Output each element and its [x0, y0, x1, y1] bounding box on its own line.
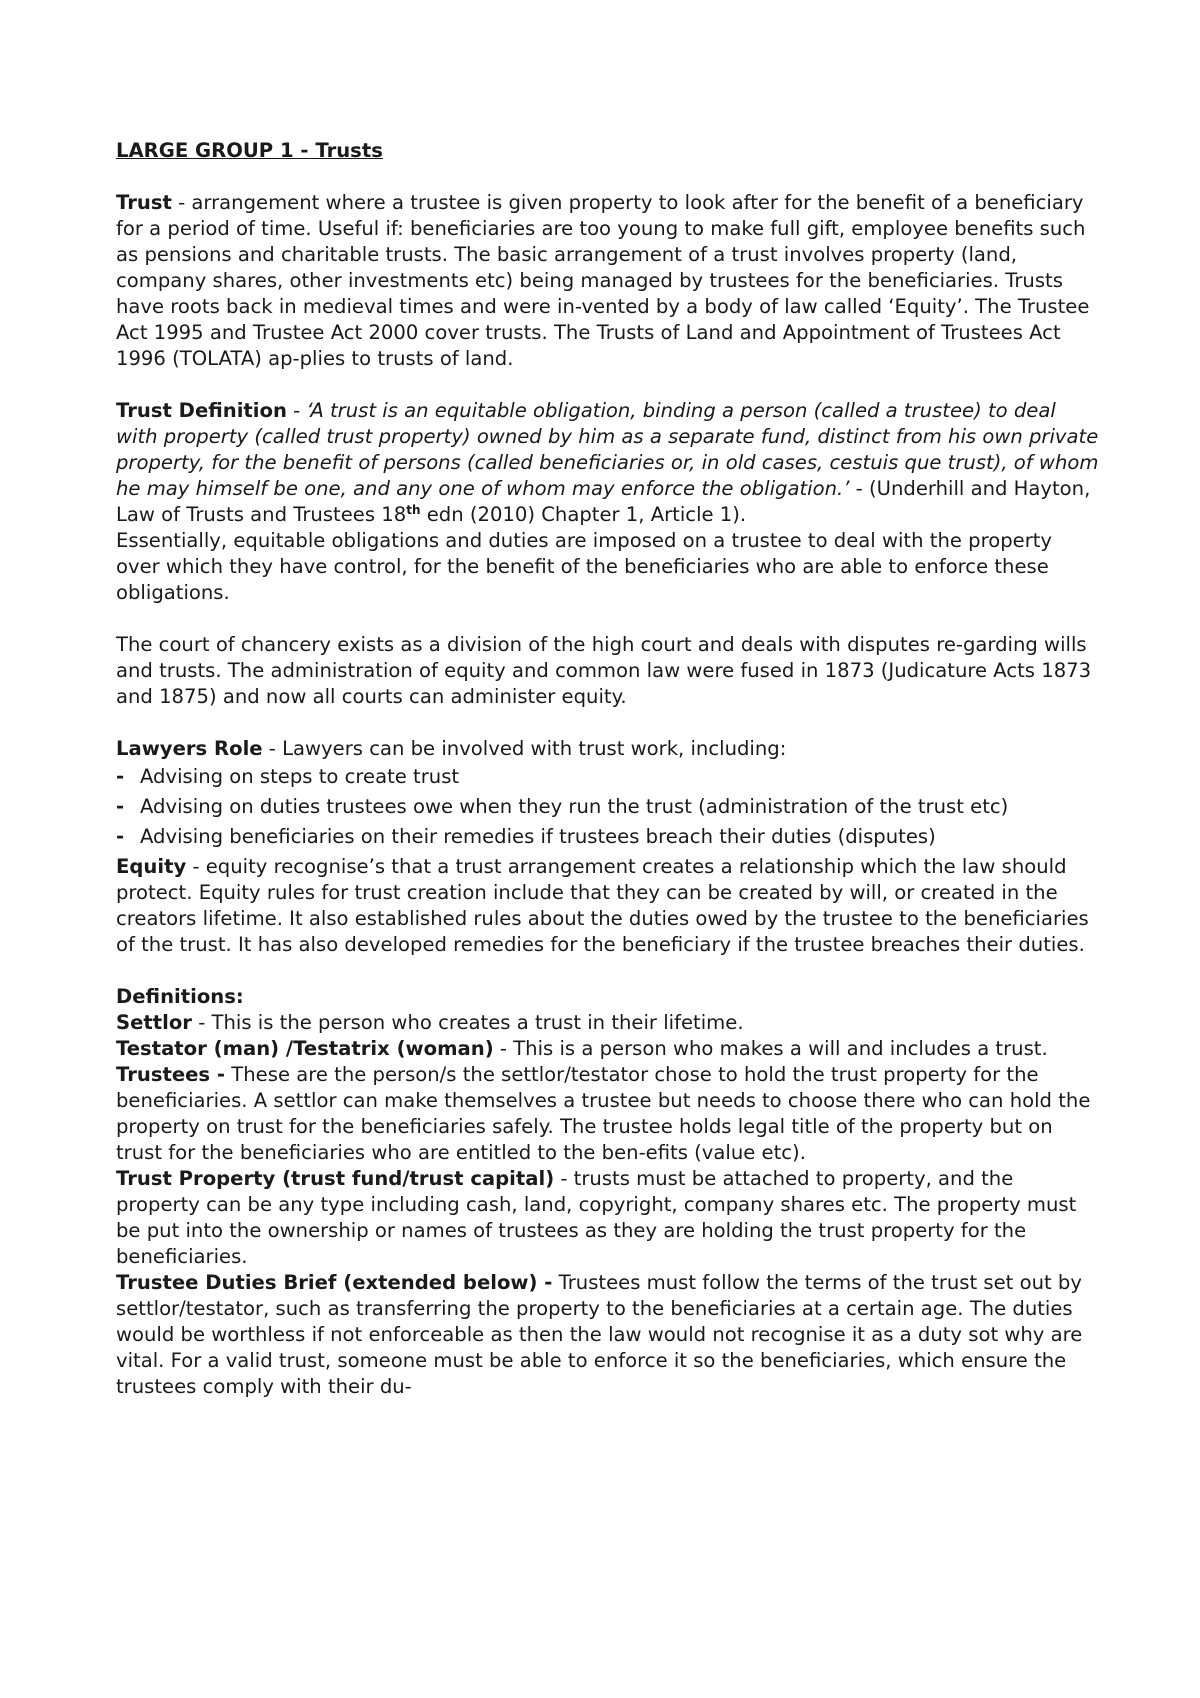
list-item-text: Advising beneficiaries on their remedies if trustees breach their duties (disputes): [140, 825, 936, 848]
trust-definition-citation-a: - (Underhill and Hayton, Law of Trusts and Trustees 18: [116, 477, 1091, 526]
chancery-paragraph: The court of chancery exists as a division of the high court and deals with disputes re-garding wills and trusts. The administration of equity and common law were fused in 1873 (Judicature Acts 1873 and 1875) and now all courts can administer equity.: [116, 633, 1092, 708]
trust-term: Trust: [116, 191, 172, 214]
definition-entry-trustee-duties: [116, 1270, 1101, 1400]
lawyers-role-paragraph: [116, 736, 1101, 762]
definition-term: Trust Property (trust fund/trust capital): [116, 1167, 555, 1190]
definition-term: Testator (man) /Testatrix (woman): [116, 1037, 494, 1060]
trust-definition-paragraph: [116, 398, 1101, 528]
definition-term: Trustee Duties Brief (extended below) -: [116, 1271, 553, 1294]
definition-entry-trustees: [116, 1062, 1101, 1166]
lawyers-role-text: - Lawyers can be involved with trust work, including:: [262, 737, 787, 760]
trust-text: - arrangement where a trustee is given property to look after for the benefit of a beneficiary for a period of time. Useful if: beneficiaries are too young to make full gift, employee benefits such as pensions and charitable trusts. The basic arrangement of a trust involves property (land, company shares, other investments etc) being managed by trustees for the beneficiaries. Trusts have roots back in medieval times and were in-vented by a body of law called ‘Equity’. The Trustee Act 1995 and Trustee Act 2000 cover trusts. The Trusts of Land and Appointment of Trustees Act 1996 (TOLATA) ap-plies to trusts of land.: [116, 191, 1090, 370]
essentially-paragraph: Essentially, equitable obligations and duties are imposed on a trustee to deal with the property over which they have control, for the benefit of the beneficiaries who are able to enforce these obligations.: [116, 529, 1053, 604]
list-item-text: Advising on steps to create trust: [140, 765, 460, 788]
list-item: [116, 794, 1101, 820]
definitions-heading-text: Definitions:: [116, 985, 244, 1008]
document-title-text: LARGE GROUP 1 - Trusts: [116, 139, 383, 162]
definition-text: - This is the person who creates a trust in their lifetime.: [191, 1011, 744, 1034]
definition-text: - trusts must be attached to property, and the property can be any type including cash, land, copyright, company shares etc. The property must be put into the ownership or names of trustees as they are holding the trust property for the beneficiaries.: [116, 1167, 1077, 1268]
dash-bullet: -: [116, 795, 125, 818]
trust-definition-sep: -: [286, 399, 307, 422]
list-item: [116, 764, 1101, 790]
equity-term: Equity: [116, 855, 187, 878]
equity-paragraph: [116, 854, 1101, 958]
lawyers-role-term: Lawyers Role: [116, 737, 263, 760]
definition-term: Trustees -: [116, 1063, 226, 1086]
lawyers-role-list: [116, 764, 1101, 850]
document-title: [116, 138, 1101, 164]
trust-definition-quote: ‘A trust is an equitable obligation, binding a person (called a trustee) to deal with property (called trust property) owned by him as a separate fund, distinct from his own private property, for the benefit of persons (called beneficiaries or, in old cases, cestuis que trust), of whom he may himself be one, and any one of whom may enforce the obligation.’: [116, 399, 1099, 500]
definition-entry-testator: [116, 1036, 1101, 1062]
document-page: [116, 138, 1101, 1400]
definition-text: These are the person/s the settlor/testator chose to hold the trust property for the beneficiaries. A settlor can make themselves a trustee but needs to choose there who can hold the property on trust for the beneficiaries safely. The trustee holds legal title of the property but on trust for the beneficiaries who are entitled to the ben-efits (value etc).: [116, 1063, 1091, 1164]
definition-entry-trust-property: [116, 1166, 1101, 1270]
definition-text: Trustees must follow the terms of the trust set out by settlor/testator, such as transferring the property to the beneficiaries at a certain age. The duties would be worthless if not enforceable as then the law would not recognise it as a duty sot why are vital. For a valid trust, someone must be able to enforce it so the beneficiaries, which ensure the trustees comply with their du-: [116, 1271, 1083, 1398]
trust-definition-citation-sup: th: [406, 503, 421, 517]
definition-term: Settlor: [116, 1011, 192, 1034]
definition-text: - This is a person who makes a will and includes a trust.: [493, 1037, 1048, 1060]
definitions-heading: [116, 984, 1101, 1010]
dash-bullet: -: [116, 825, 125, 848]
trust-definition-term: Trust Definition: [116, 399, 287, 422]
list-item: [116, 824, 1101, 850]
trust-definition-citation-b: edn (2010) Chapter 1, Article 1).: [420, 503, 747, 526]
list-item-text: Advising on duties trustees owe when they run the trust (administration of the trust etc): [140, 795, 1009, 818]
definition-entry-settlor: [116, 1010, 1101, 1036]
trust-paragraph: [116, 190, 1101, 372]
equity-text: - equity recognise’s that a trust arrangement creates a relationship which the law should protect. Equity rules for trust creation include that they can be created by will, or created in the creators lifetime. It also established rules about the duties owed by the trustee to the beneficiaries of the trust. It has also developed remedies for the beneficiary if the trustee breaches their duties.: [116, 855, 1089, 956]
dash-bullet: -: [116, 765, 125, 788]
